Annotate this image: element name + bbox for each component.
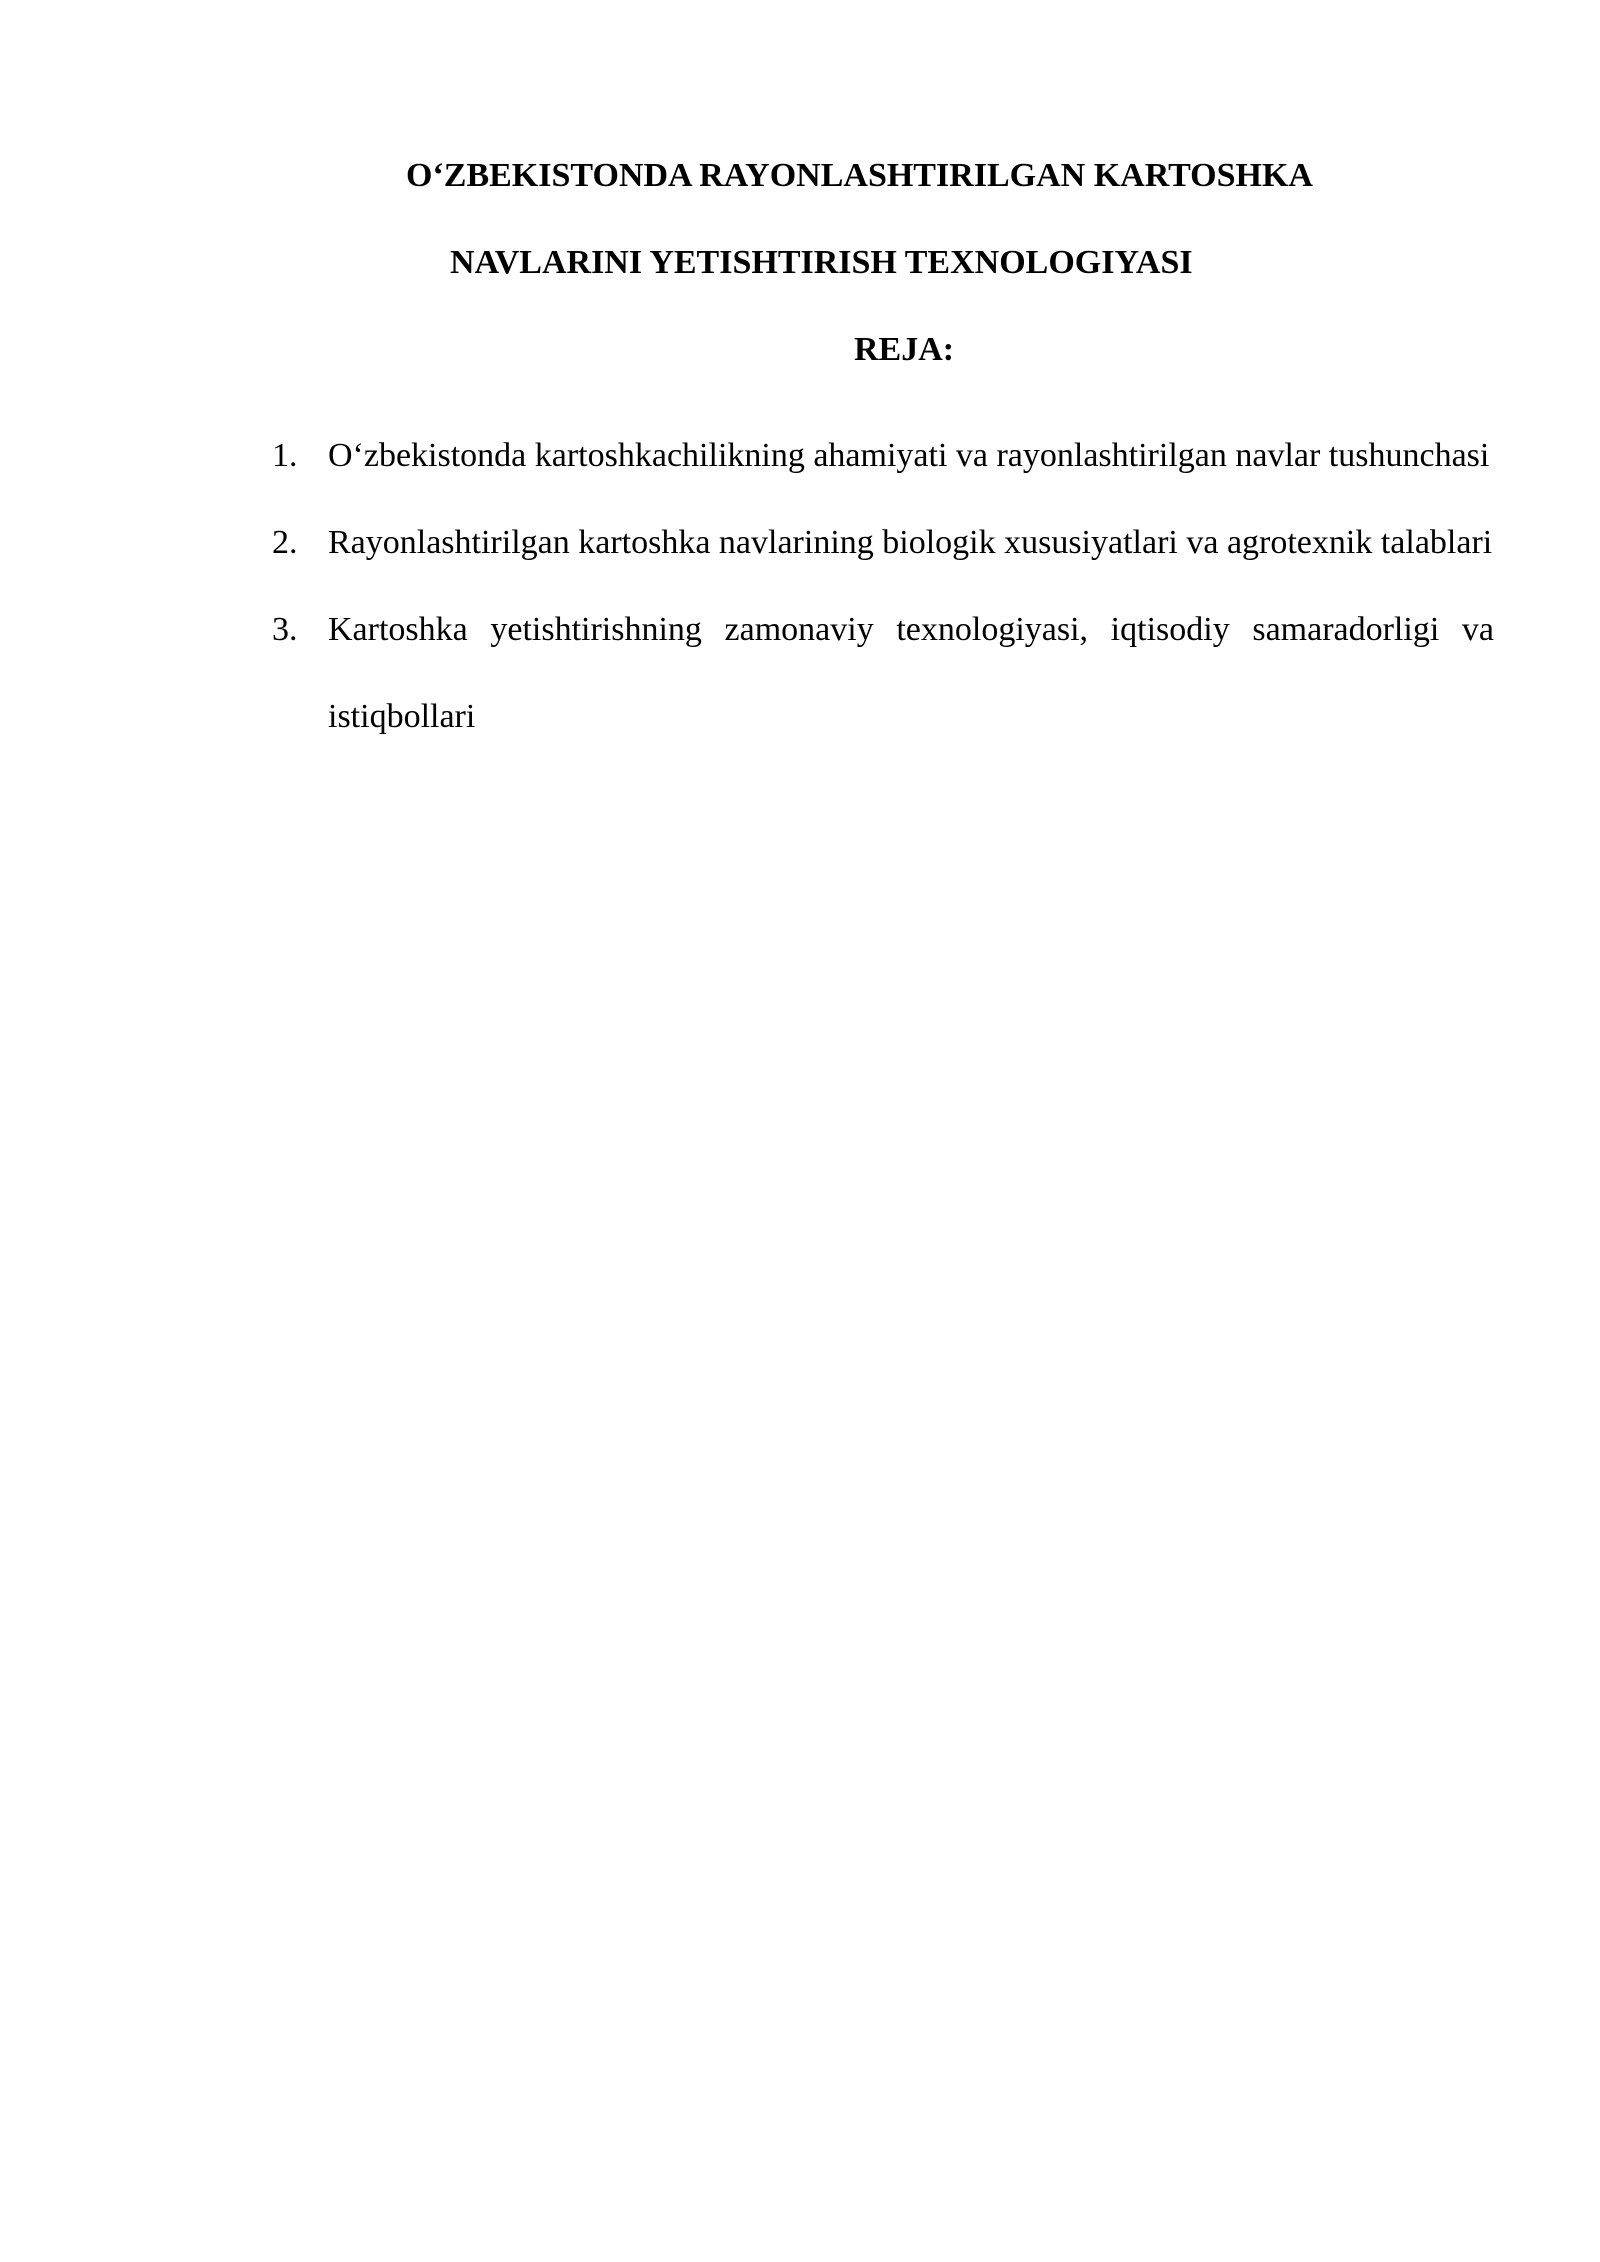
plan-item-1 [272, 412, 1494, 499]
document-title-line-2: NAVLARINI YETISHTIRISH TEXNOLOGIYASI [450, 244, 1193, 281]
plan-item-number: 3. [272, 611, 298, 648]
plan-item-text: Kartoshka yetishtirishning zamonaviy texnologiyasi, iqtisodiy samaradorligi va istiqbollari [328, 611, 1494, 735]
plan-item-2 [272, 499, 1494, 586]
plan-item-3 [272, 586, 1494, 760]
plan-item-text: Rayonlashtirilgan kartoshka navlarining biologik xususiyatlari va agrotexnik talablari [328, 524, 1493, 561]
plan-item-number: 1. [272, 437, 298, 474]
plan-item-text: O‘zbekistonda kartoshkachilikning ahamiyati va rayonlashtirilgan navlar tushunchasi [328, 437, 1490, 474]
plan-heading: REJA: [854, 331, 955, 368]
document-title-line-1: O‘ZBEKISTONDA RAYONLASHTIRILGAN KARTOSHKA [406, 157, 1313, 194]
plan-list [272, 412, 1494, 760]
plan-item-number: 2. [272, 524, 298, 561]
